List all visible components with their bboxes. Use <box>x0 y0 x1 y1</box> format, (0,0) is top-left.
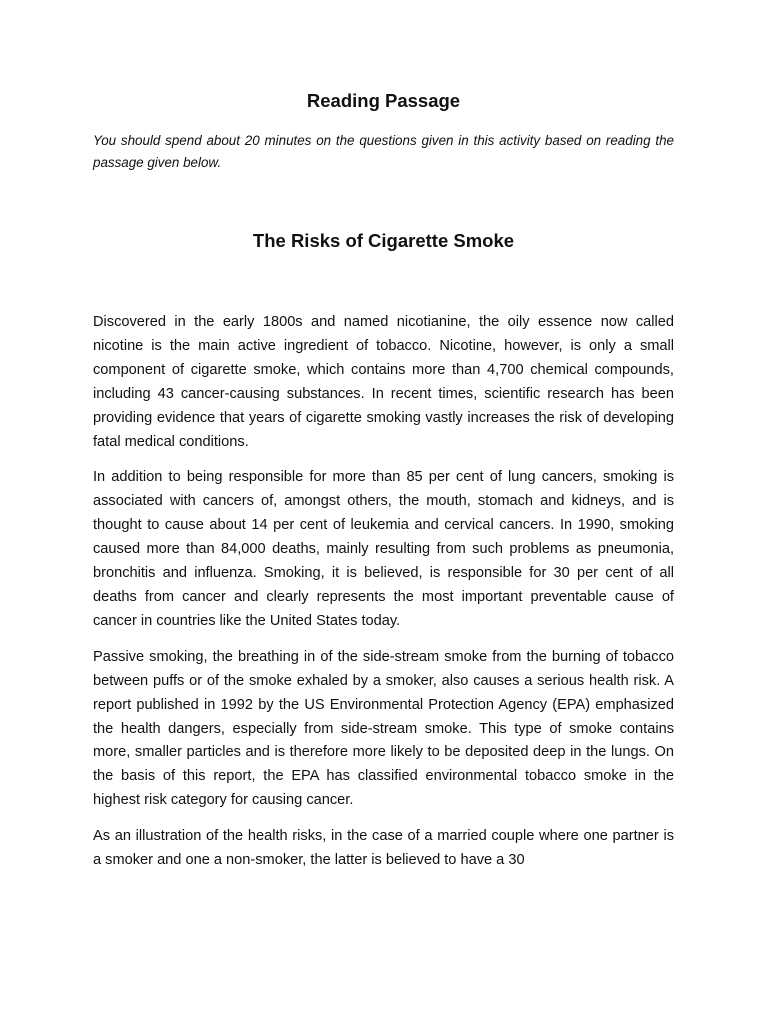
instructions-text: You should spend about 20 minutes on the questions given in this activity based on reading the passage given below. <box>93 133 674 170</box>
page-heading: Reading Passage <box>306 90 461 111</box>
paragraph: In addition to being responsible for more than 85 per cent of lung cancers, smoking is associated with cancers of, amongst others, the mouth, stomach and kidneys, and is thought to cause about 14 per cent of leukemia and cervical cancers. In 1990, smoking caused more than 84,000 deaths, mainly resulting from such problems as pneumonia, bronchitis and influenza. Smoking, it is believed, is responsible for 30 per cent of all deaths from cancer and clearly represents the most important preventable cause of cancer in countries like the United States today. <box>93 469 674 629</box>
paragraph: Passive smoking, the breathing in of the side-stream smoke from the burning of tobacco between puffs or of the smoke exhaled by a smoker, also causes a serious health risk. A report published in 1992 by the US Environmental Protection Agency (EPA) emphasized the health dangers, especially from side-stream smoke. This type of smoke contains more, smaller particles and is therefore more likely to be deposited deep in the lungs. On the basis of this report, the EPA has classified environmental tobacco smoke in the highest risk category for causing cancer. <box>93 648 674 809</box>
passage-body <box>93 311 674 885</box>
paragraph: As an illustration of the health risks, in the case of a married couple where one partner is a smoker and one a non-smoker, the latter is believed to have a 30 <box>93 828 674 869</box>
passage-title: The Risks of Cigarette Smoke <box>252 230 515 251</box>
paragraph: Discovered in the early 1800s and named nicotianine, the oily essence now called nicotine is the main active ingredient of tobacco. Nicotine, however, is only a small component of cigarette smoke, which contains more than 4,700 chemical compounds, including 43 cancer-causing substances. In recent times, scientific research has been providing evidence that years of cigarette smoking vastly increases the risk of developing fatal medical conditions. <box>93 314 674 450</box>
